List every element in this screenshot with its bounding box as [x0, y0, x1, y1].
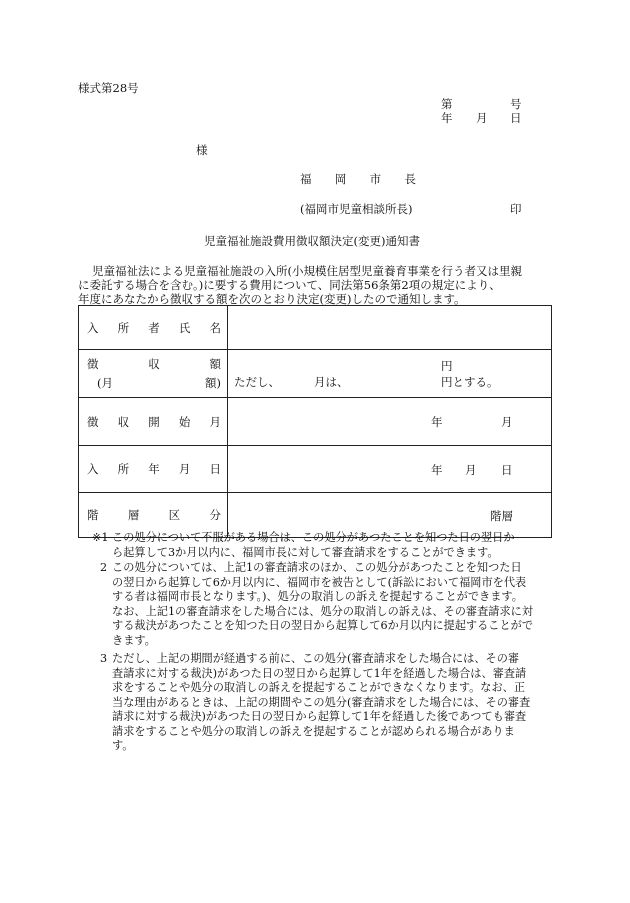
month-unit: 月	[465, 463, 477, 477]
label-char: 区	[168, 508, 181, 522]
proviso-text: ただし、	[234, 375, 280, 389]
issuer-char: 福	[300, 172, 312, 186]
label-char: 日	[209, 462, 221, 476]
note-line: ただし、上記の期間が経過する前に、この処分(審査請求をした場合には、その審	[112, 652, 520, 665]
sub-label-open: (月	[97, 376, 113, 390]
label-char: 階	[87, 508, 99, 522]
label-char: 分	[209, 508, 221, 522]
label-collection-start	[79, 398, 228, 446]
label-char: 者	[148, 320, 160, 335]
label-admission-date	[79, 446, 228, 493]
value-fee-amount[interactable]	[228, 350, 552, 398]
label-char: 額	[209, 357, 221, 371]
label-char: 入	[87, 320, 99, 335]
label-char: 所	[117, 320, 130, 335]
issuer-char: 市	[369, 172, 382, 186]
note-line: 請求に対する裁決)があつた日の翌日から起算して1年を経過した後であつても審査	[112, 710, 527, 723]
yen-unit: 円	[441, 359, 453, 373]
table-row-fee-amount	[79, 350, 552, 398]
note-line: 当な理由があるときは、上記の期間やこの処分(審査請求をした場合には、その審査	[112, 695, 531, 709]
note-line: する裁決があつたことを知つた日の翌日から起算して6か月以内に提起することがで	[112, 619, 534, 632]
date-year: 年	[441, 111, 453, 125]
note-line: 査請求に対する裁決)があつた日の翌日から起算して1年を経過した場合は、審査請	[112, 666, 527, 680]
intro-line-2: に委託する場合を含む。)に要する費用について、同法第56条第2項の規定により、	[78, 278, 501, 292]
note-1	[92, 531, 552, 560]
note-line: 請求をすることや処分の取消しの訴えを提起することが認められる場合がありま	[112, 724, 515, 738]
date-month: 月	[476, 111, 488, 125]
note-line: この処分について不服がある場合は、この処分があつたことを知つた日の翌日か	[112, 531, 515, 544]
issuer-name	[300, 171, 416, 187]
table-row-admission-date	[79, 446, 552, 493]
label-char: 氏	[178, 320, 191, 335]
value-resident-name[interactable]	[228, 306, 552, 350]
note-number: 3	[100, 652, 108, 665]
seal-mark: 印	[510, 202, 522, 216]
label-char: 層	[127, 508, 140, 522]
form-number: 様式第28号	[78, 81, 139, 95]
note-line: ら起算して3か月以内に、福岡市長に対して審査請求をすることができます。	[112, 545, 499, 559]
reference-number-prefix: 第	[441, 97, 453, 111]
label-char: 月	[209, 414, 221, 429]
intro-line-1: 児童福祉法による児童福祉施設の入所(小規模住居型児童養育事業を行う者又は里親	[92, 264, 522, 278]
bracket-unit: 階層	[490, 509, 513, 523]
note-3	[92, 652, 552, 754]
note-number: 2	[100, 561, 108, 574]
label-char: 徴	[87, 414, 99, 429]
label-char: 収	[148, 357, 160, 371]
addressee-suffix: 様	[196, 143, 208, 157]
label-char: 開	[148, 414, 160, 429]
year-unit: 年	[431, 463, 443, 477]
intro-line-3: 年度にあなたから徴収する額を次のとおり決定(変更)したので通知します。	[78, 292, 466, 306]
label-char: 月	[178, 462, 191, 476]
note-line: する者は福岡市長となります。)、処分の取消しの訴えを提起することができます。	[112, 590, 523, 603]
note-line: この処分については、上記1の審査請求のほか、この処分があつたことを知つた日	[112, 561, 522, 574]
label-char: 始	[178, 414, 191, 429]
year-unit: 年	[431, 415, 443, 429]
note-line: なお、上記1の審査請求をした場合には、処分の取消しの訴えは、その審査請求に対	[112, 604, 534, 618]
date-day: 日	[510, 111, 522, 125]
label-char: 入	[87, 462, 99, 476]
label-fee-amount	[79, 350, 228, 398]
issuer-office: (福岡市児童相談所長)	[300, 202, 413, 216]
table-row-collection-start	[79, 398, 552, 446]
proviso-yen: 円とする。	[441, 375, 499, 389]
value-collection-start[interactable]	[228, 398, 552, 446]
document-title: 児童福祉施設費用徴収額決定(変更)通知書	[204, 234, 420, 248]
month-unit: 月	[501, 415, 513, 429]
day-unit: 日	[501, 463, 513, 477]
sub-label-close: 額)	[205, 376, 221, 390]
note-number: ※1	[92, 531, 109, 544]
label-char: 収	[117, 414, 130, 429]
proviso-month: 月は、	[314, 375, 349, 389]
label-char: 所	[117, 462, 130, 476]
issuer-char: 岡	[334, 172, 347, 186]
note-2	[92, 561, 552, 648]
issuer-char: 長	[404, 172, 416, 186]
table-row-resident-name	[79, 306, 552, 350]
label-char: 名	[209, 320, 221, 335]
label-char: 徴	[87, 357, 99, 371]
reference-number-suffix: 号	[510, 97, 522, 111]
note-line: きます。	[112, 633, 156, 647]
label-resident-name	[79, 306, 228, 350]
note-line: す。	[112, 739, 134, 752]
label-char: 年	[148, 462, 160, 476]
fee-table	[78, 305, 552, 538]
value-admission-date[interactable]	[228, 446, 552, 493]
note-line: の翌日から起算して6か月以内に、福岡市を被告として(訴訟において福岡市を代表	[112, 575, 527, 589]
note-line: 求をすることや処分の取消しの訴えを提起することができなくなります。なお、正	[112, 681, 526, 694]
